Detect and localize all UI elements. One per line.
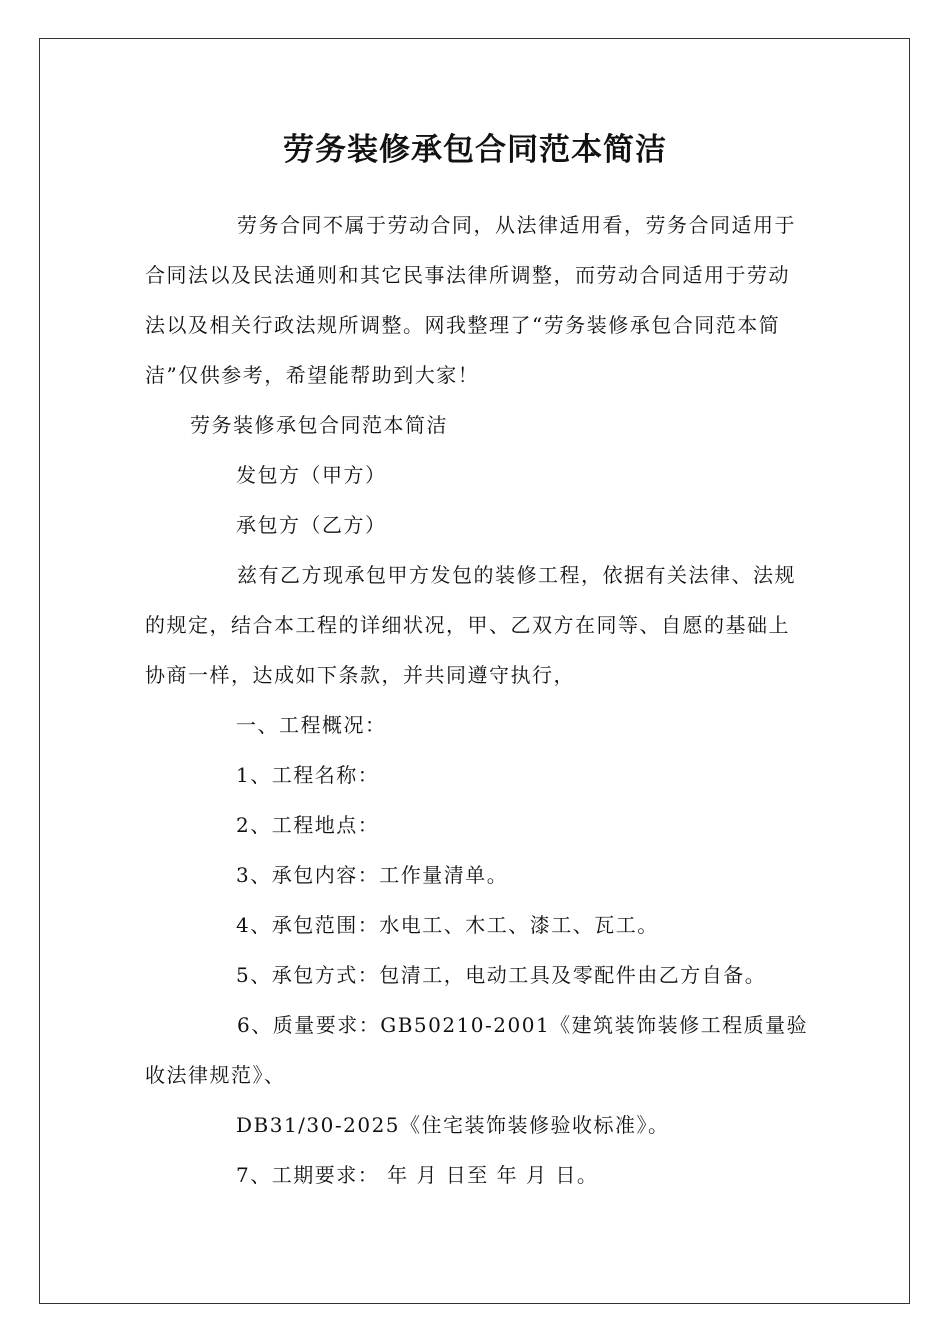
contract-subtitle: 劳务装修承包合同范本简洁 <box>190 413 448 437</box>
party-a-label: 发包方（甲方） <box>236 463 387 487</box>
list-item-contract-content: 3、承包内容：工作量清单。 <box>236 863 509 887</box>
list-item-schedule: 7、工期要求： 年 月 日至 年 月 日。 <box>236 1163 599 1187</box>
list-item-quality-requirements: 6、质量要求：GB50210-2001《建筑装饰装修工程质量验收法律规范》、 <box>145 1013 809 1087</box>
preamble-paragraph: 兹有乙方现承包甲方发包的装修工程，依据有关法律、法规的规定，结合本工程的详细状况，甲、乙双方在同等、自愿的基础上协商一样，达成如下条款，并共同遵守执行， <box>145 563 796 687</box>
document-title: 劳务装修承包合同范本简洁 <box>283 132 667 168</box>
section-heading-project-overview: 一、工程概况： <box>236 713 387 737</box>
party-b-label: 承包方（乙方） <box>236 513 387 537</box>
list-item-project-name: 1、工程名称： <box>236 763 380 787</box>
list-item-contract-method: 5、承包方式：包清工，电动工具及零配件由乙方自备。 <box>236 963 767 987</box>
list-item-project-location: 2、工程地点： <box>236 813 380 837</box>
list-item-quality-standard: DB31/30-2025《住宅装饰装修验收标准》。 <box>236 1113 670 1137</box>
intro-paragraph: 劳务合同不属于劳动合同，从法律适用看，劳务合同适用于合同法以及民法通则和其它民事法律所调整，而劳动合同适用于劳动法以及相关行政法规所调整。网我整理了“劳务装修承包合同范本简洁”仅供参考，希望能帮助到大家！ <box>145 213 796 387</box>
list-item-contract-scope: 4、承包范围：水电工、木工、漆工、瓦工。 <box>236 913 659 937</box>
